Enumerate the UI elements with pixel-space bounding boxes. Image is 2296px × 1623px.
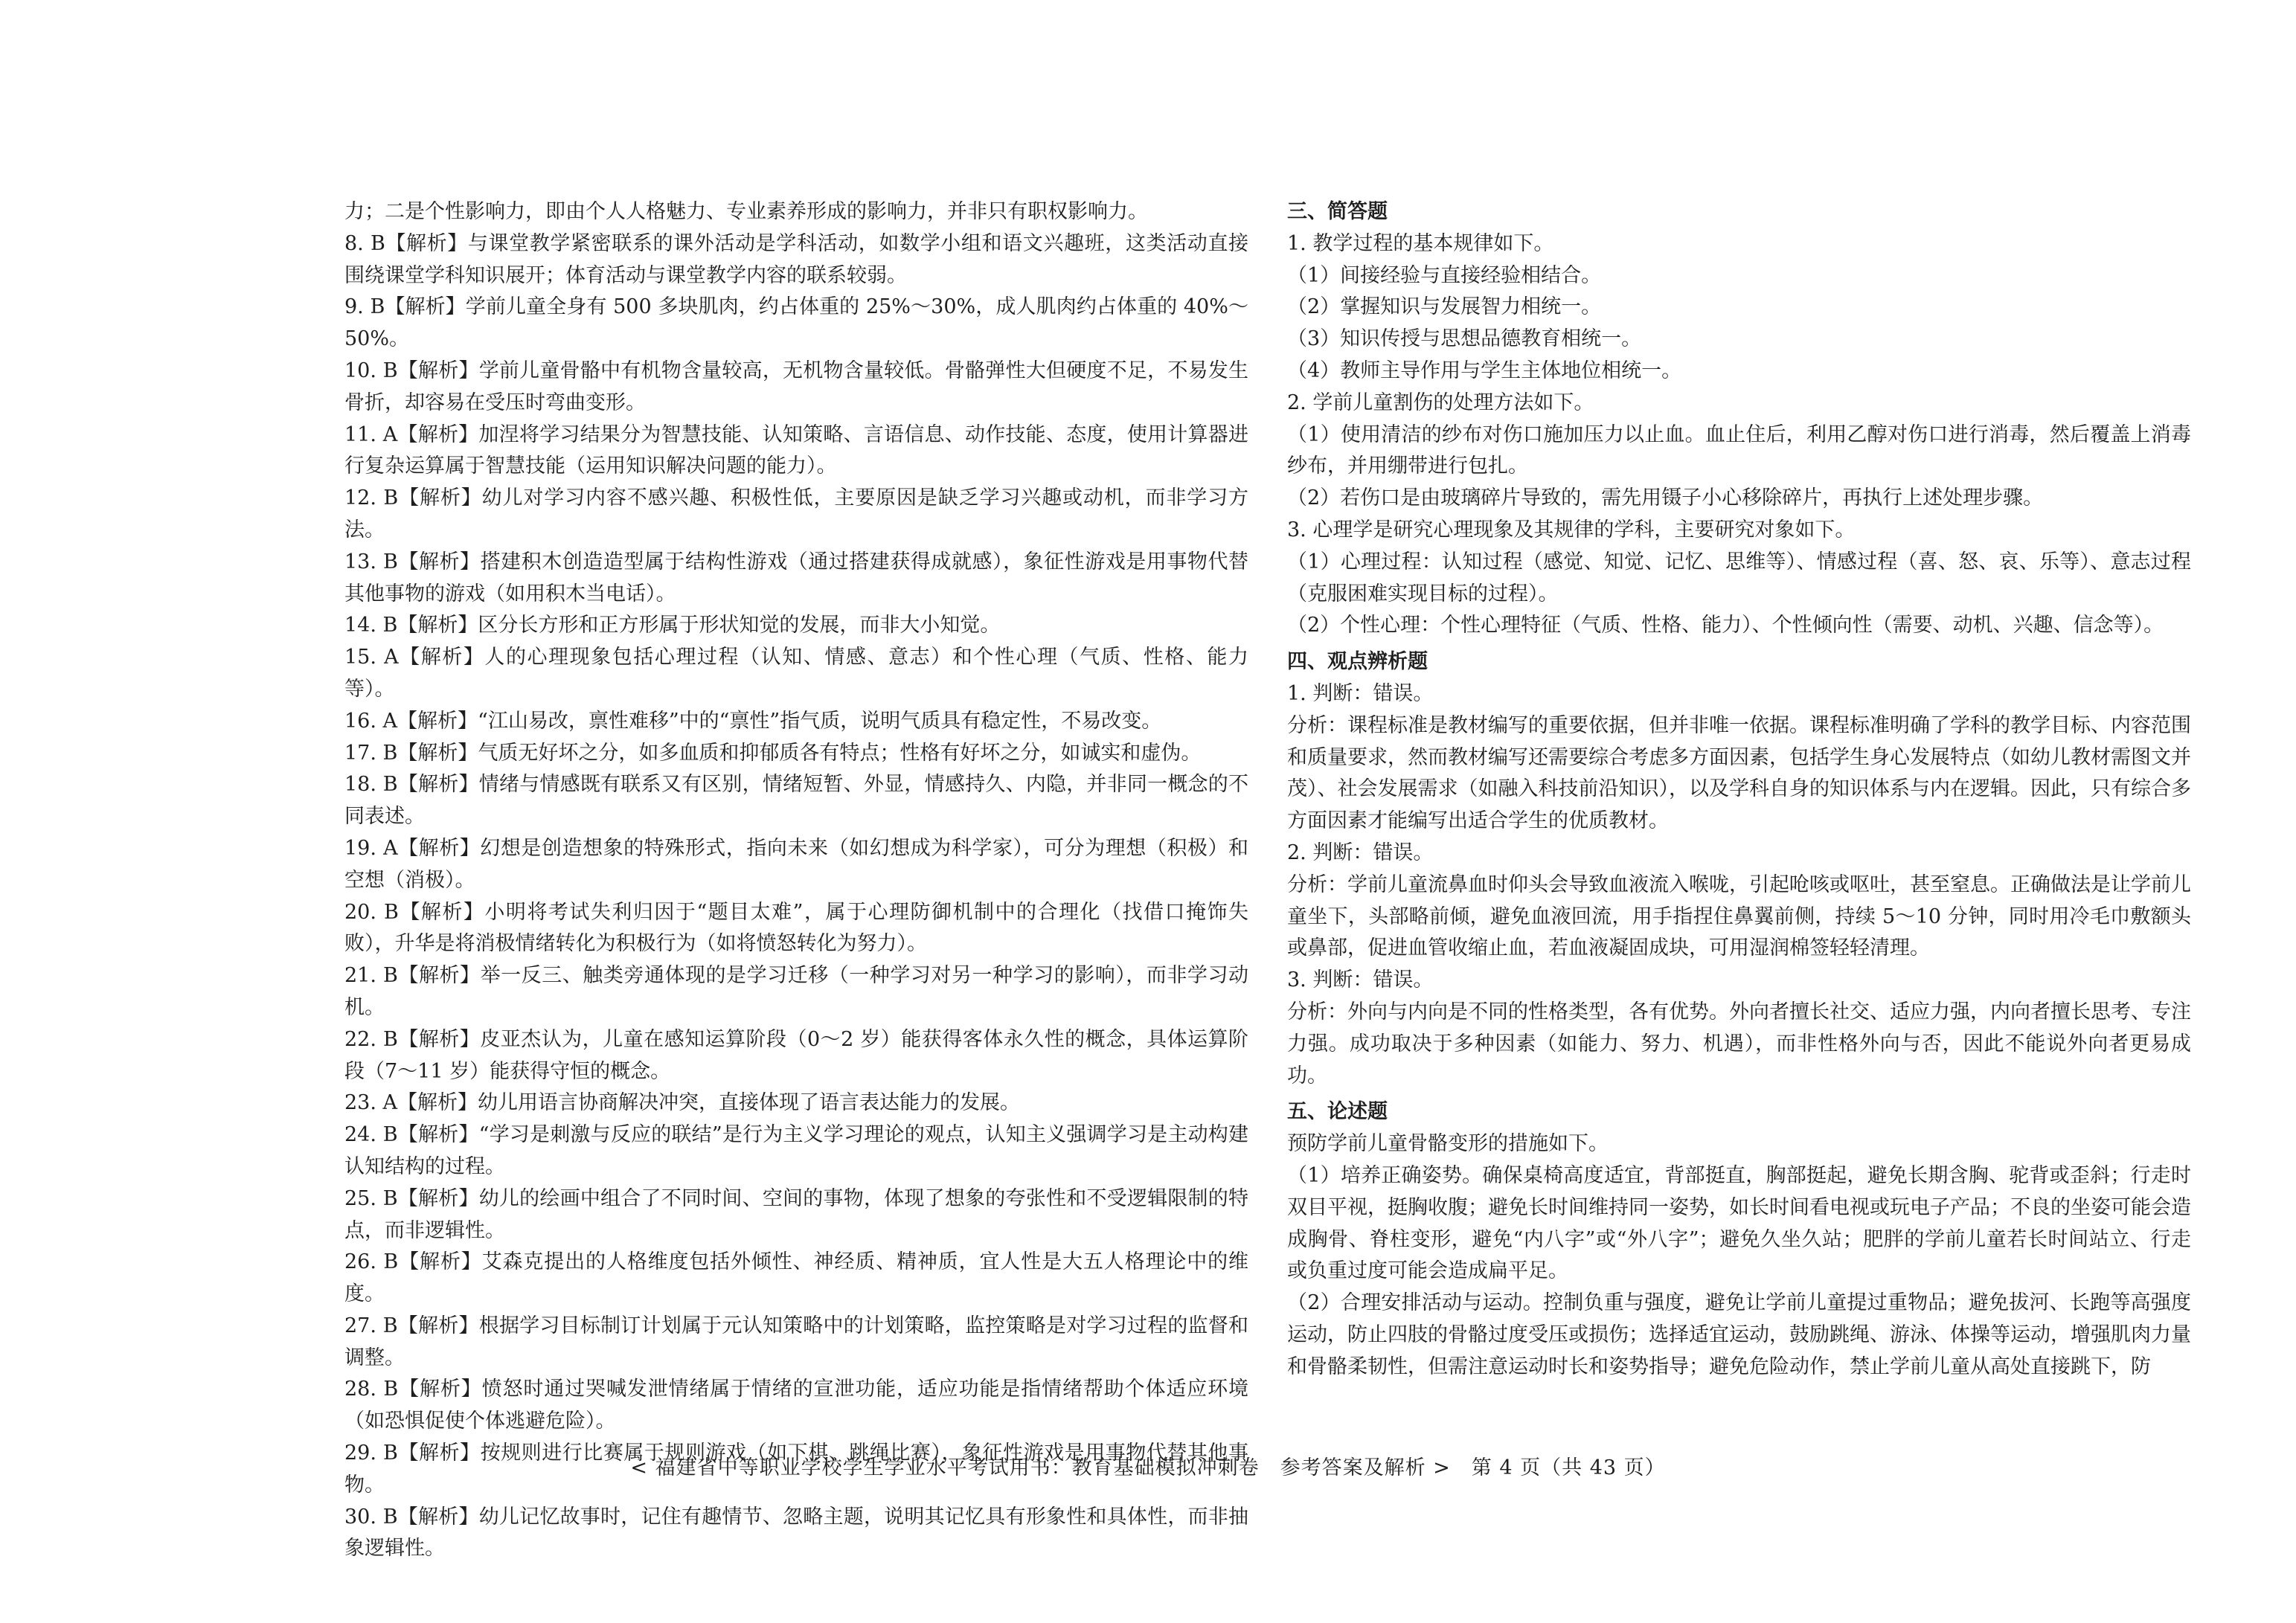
answer-item: 17. B【解析】气质无好坏之分，如多血质和抑郁质各有特点；性格有好坏之分，如诚实和虚伪。 xyxy=(344,741,1202,765)
answer-item: 14. B【解析】区分长方形和正方形属于形状知觉的发展，而非大小知觉。 xyxy=(344,614,1001,637)
answer-paragraph: 预防学前儿童骨骼变形的措施如下。 xyxy=(1287,1132,1609,1156)
answer-paragraph: 1. 判断：错误。 xyxy=(1287,681,1434,705)
answer-item: 10. B【解析】学前儿童骨骼中有机物含量较高，无机物含量较低。骨骼弹性大但硬度不足，不易发生骨折，却容易在受压时弯曲变形。 xyxy=(344,359,1248,414)
answer-item: 12. B【解析】幼儿对学习内容不感兴趣、积极性低，主要原因是缺乏学习兴趣或动机，而非学习方法。 xyxy=(344,486,1248,541)
answer-paragraph: 2. 判断：错误。 xyxy=(1287,841,1434,864)
answer-item: 16. A【解析】“江山易改，禀性难移”中的“禀性”指气质，说明气质具有稳定性，不易改变。 xyxy=(344,709,1162,733)
answer-item: 13. B【解析】搭建积木创造造型属于结构性游戏（通过搭建获得成就感），象征性游戏是用事物代替其他事物的游戏（如用积木当电话）。 xyxy=(344,550,1248,605)
left-column xyxy=(344,196,1248,1565)
answer-paragraph: （2）个性心理：个性心理特征（气质、性格、能力）、个性倾向性（需要、动机、兴趣、信念等）。 xyxy=(1287,614,2164,637)
answer-item: 21. B【解析】举一反三、触类旁通体现的是学习迁移（一种学习对另一种学习的影响），而非学习动机。 xyxy=(344,964,1248,1019)
answer-paragraph: （2）掌握知识与发展智力相统一。 xyxy=(1287,295,1602,319)
answer-paragraph: （1）使用清洁的纱布对伤口施加压力以止血。血止住后，利用乙醇对伤口进行消毒，然后覆盖上消毒纱布，并用绷带进行包扎。 xyxy=(1287,422,2191,478)
section-heading: 五、论述题 xyxy=(1287,1100,1388,1124)
answer-paragraph: （3）知识传授与思想品德教育相统一。 xyxy=(1287,327,1642,351)
answer-paragraph: 3. 心理学是研究心理现象及其规律的学科，主要研究对象如下。 xyxy=(1287,518,1856,541)
answer-item: 力；二是个性影响力，即由个人人格魅力、专业素养形成的影响力，并非只有职权影响力。 xyxy=(344,200,1148,223)
answer-item: 22. B【解析】皮亚杰认为，儿童在感知运算阶段（0～2 岁）能获得客体永久性的概念，具体运算阶段（7～11 岁）能获得守恒的概念。 xyxy=(344,1027,1248,1083)
answer-paragraph: 分析：学前儿童流鼻血时仰头会导致血液流入喉咙，引起呛咳或呕吐，甚至窒息。正确做法是让学前儿童坐下，头部略前倾，避免血液回流，用手指捏住鼻翼前侧，持续 5～10 分钟，同时用冷毛巾敷额头或鼻部，促进血管收缩止血，若血液凝固成块，可用湿润棉签轻轻清理。 xyxy=(1287,872,2191,960)
answer-item: 23. A【解析】幼儿用语言协商解决冲突，直接体现了语言表达能力的发展。 xyxy=(344,1091,1021,1115)
answer-item: 26. B【解析】艾森克提出的人格维度包括外倾性、神经质、精神质，宜人性是大五人格理论中的维度。 xyxy=(344,1250,1248,1306)
right-column xyxy=(1287,196,2191,1383)
answer-item: 11. A【解析】加涅将学习结果分为智慧技能、认知策略、言语信息、动作技能、态度，使用计算器进行复杂运算属于智慧技能（运用知识解决问题的能力）。 xyxy=(344,422,1248,478)
answer-item: 19. A【解析】幻想是创造想象的特殊形式，指向未来（如幻想成为科学家），可分为理想（积极）和空想（消极）。 xyxy=(344,836,1248,892)
answer-item: 18. B【解析】情绪与情感既有联系又有区别，情绪短暂、外显，情感持久、内隐，并非同一概念的不同表述。 xyxy=(344,773,1248,829)
answer-paragraph: （1）培养正确姿势。确保桌椅高度适宜，背部挺直，胸部挺起，避免长期含胸、驼背或歪斜；行走时双目平视，挺胸收腹；避免长时间维持同一姿势，如长时间看电视或玩电子产品；不良的坐姿可能会造成胸骨、脊柱变形，避免“内八字”或“外八字”；避免久坐久站；肥胖的学前儿童若长时间站立、行走或负重过度可能会造成扁平足。 xyxy=(1287,1163,2191,1283)
answer-item: 29. B【解析】按规则进行比赛属于规则游戏（如下棋、跳绳比赛），象征性游戏是用事物代替其他事物。 xyxy=(344,1442,1248,1497)
answer-item: 27. B【解析】根据学习目标制订计划属于元认知策略中的计划策略，监控策略是对学习过程的监督和调整。 xyxy=(344,1314,1248,1369)
answer-paragraph: 1. 教学过程的基本规律如下。 xyxy=(1287,231,1554,255)
answer-item: 24. B【解析】“学习是刺激与反应的联结”是行为主义学习理论的观点，认知主义强调学习是主动构建认知结构的过程。 xyxy=(344,1123,1248,1178)
answer-paragraph: 2. 学前儿童割伤的处理方法如下。 xyxy=(1287,391,1594,414)
answer-item: 30. B【解析】幼儿记忆故事时，记住有趣情节、忽略主题，说明其记忆具有形象性和具体性，而非抽象逻辑性。 xyxy=(344,1505,1248,1561)
page-footer: < 福建省中等职业学校学生学业水平考试用书：教育基础模拟冲刺卷 参考答案及解析 > 第 4 页（共 43 页） xyxy=(630,1456,1666,1479)
answer-paragraph: （1）心理过程：认知过程（感觉、知觉、记忆、思维等）、情感过程（喜、怒、哀、乐等）、意志过程（克服困难实现目标的过程）。 xyxy=(1287,550,2191,605)
answer-item: 25. B【解析】幼儿的绘画中组合了不同时间、空间的事物，体现了想象的夸张性和不受逻辑限制的特点，而非逻辑性。 xyxy=(344,1186,1248,1242)
answer-paragraph: 分析：外向与内向是不同的性格类型，各有优势。外向者擅长社交、适应力强，内向者擅长思考、专注力强。成功取决于多种因素（如能力、努力、机遇），而非性格外向与否，因此不能说外向者更易成功。 xyxy=(1287,1000,2191,1087)
answer-paragraph: （2）合理安排活动与运动。控制负重与强度，避免让学前儿童提过重物品；避免拔河、长跑等高强度运动，防止四肢的骨骼过度受压或损伤；选择适宜运动，鼓励跳绳、游泳、体操等运动，增强肌肉力量和骨骼柔韧性，但需注意运动时长和姿势指导；避免危险动作，禁止学前儿童从高处直接跳下，防 xyxy=(1287,1291,2191,1378)
answer-item: 20. B【解析】小明将考试失利归因于“题目太难”，属于心理防御机制中的合理化（找借口掩饰失败），升华是将消极情绪转化为积极行为（如将愤怒转化为努力）。 xyxy=(344,900,1248,956)
answer-paragraph: （2）若伤口是由玻璃碎片导致的，需先用镊子小心移除碎片，再执行上述处理步骤。 xyxy=(1287,486,2044,510)
answer-paragraph: （4）教师主导作用与学生主体地位相统一。 xyxy=(1287,359,1682,382)
answer-paragraph: （1）间接经验与直接经验相结合。 xyxy=(1287,263,1602,287)
answer-paragraph: 3. 判断：错误。 xyxy=(1287,968,1434,992)
answer-item: 28. B【解析】愤怒时通过哭喊发泄情绪属于情绪的宣泄功能，适应功能是指情绪帮助个体适应环境（如恐惧促使个体逃避危险）。 xyxy=(344,1378,1248,1433)
answer-item: 15. A【解析】人的心理现象包括心理过程（认知、情感、意志）和个性心理（气质、性格、能力等）。 xyxy=(344,646,1248,701)
section-heading: 三、简答题 xyxy=(1287,200,1388,223)
answer-paragraph: 分析：课程标准是教材编写的重要依据，但并非唯一依据。课程标准明确了学科的教学目标、内容范围和质量要求，然而教材编写还需要综合考虑多方面因素，包括学生身心发展特点（如幼儿教材需图文并茂）、社会发展需求（如融入科技前沿知识），以及学科自身的知识体系与内在逻辑。因此，只有综合多方面因素才能编写出适合学生的优质教材。 xyxy=(1287,713,2191,833)
answer-item: 8. B【解析】与课堂教学紧密联系的课外活动是学科活动，如数学小组和语文兴趣班，这类活动直接围绕课堂学科知识展开；体育活动与课堂教学内容的联系较弱。 xyxy=(344,231,1248,287)
section-heading: 四、观点辨析题 xyxy=(1287,650,1428,674)
answer-item: 9. B【解析】学前儿童全身有 500 多块肌肉，约占体重的 25%～30%，成人肌肉约占体重的 40%～50%。 xyxy=(344,295,1248,351)
